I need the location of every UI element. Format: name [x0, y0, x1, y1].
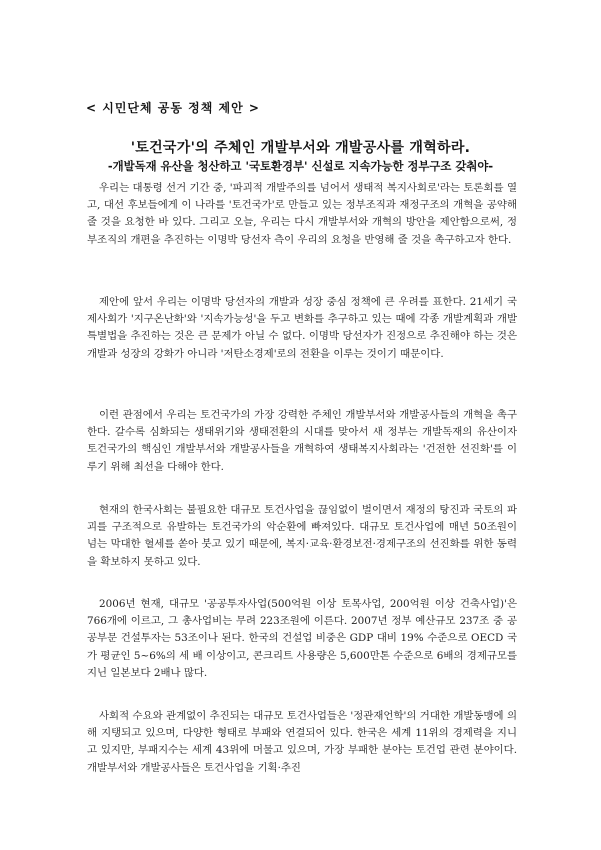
document-subtitle: -개발독재 유산을 청산하고 '국토환경부' 신설로 지속가능한 정부구조 갖춰야-	[107, 159, 494, 173]
paragraph-1: 우리는 대통령 선거 기간 중, '파괴적 개발주의를 넘어서 생태적 복지사회로'라는 토론회를 열고, 대선 후보들에게 이 나라를 '토건국가'로 만들고 있는 정부조직과 재정구조의 개혁을 공약해 줄 것을 요청한 바 있다. 그리고 오늘, 우리는 다시 개발부서와 개혁의 방안을 제안함으로써, 정부조직의 개편을 추진하는 이명박 당선자 측이 우리의 요청을 반영해 줄 것을 촉구하고자 한다.	[87, 182, 517, 246]
paragraph-5: 2006년 현재, 대규모 '공공투자사업(500억원 이상 토목사업, 200억원 이상 건축사업)'은 766개에 이르고, 그 총사업비는 무려 223조원에 이른다. 2007년 정부 예산규모 237조 중 공공부문 건설투자는 53조이나 된다. 한국의 건설업 비중은 GDP 대비 19% 수준으로 OECD 국가 평균인 5~6%의 세 배 이상이고, 콘크리트 사용량은 5,600만톤 수준으로 6배의 경제규모를 지닌 일본보다 2배나 많다.	[87, 598, 517, 679]
document-header: < 시민단체 공동 정책 제안 >	[86, 101, 260, 115]
paragraph-4: 현재의 한국사회는 불필요한 대규모 토건사업을 끊임없이 벌이면서 재정의 탕진과 국토의 파괴를 구조적으로 유발하는 토건국가의 악순환에 빠져있다. 대규모 토건사업에 매년 50조원이 넘는 막대한 혈세를 쏟아 붓고 있기 때문에, 복지·교육·환경보전·경제구조의 선진화를 위한 동력을 확보하지 못하고 있다.	[87, 504, 517, 568]
paragraph-2: 제안에 앞서 우리는 이명박 당선자의 개발과 성장 중심 정책에 큰 우려를 표한다. 21세기 국제사회가 '지구온난화'와 '지속가능성'을 두고 변화를 추구하고 있는 때에 각종 개발계획과 개발 특별법을 추진하는 것은 큰 문제가 아닐 수 없다. 이명박 당선자가 진정으로 추진해야 하는 것은 개발과 성장의 강화가 아니라 '저탄소경제'로의 전환을 이루는 것이기 때문이다.	[87, 296, 517, 360]
document-title: '토건국가'의 주체인 개발부서와 개발공사를 개혁하라.	[130, 140, 471, 156]
paragraph-3: 이런 관점에서 우리는 토건국가의 가장 강력한 주체인 개발부서와 개발공사들의 개혁을 촉구한다. 갈수록 심화되는 생태위기와 생태전환의 시대를 맞아서 새 정부는 개발독재의 유산이자 토건국가의 핵심인 개발부서와 개발공사들을 개혁하여 생태복지사회라는 '건전한 선진화'를 이루기 위해 최선을 다해야 한다.	[87, 409, 517, 473]
paragraph-6: 사회적 수요와 관계없이 추진되는 대규모 토건사업들은 '정관재언학'의 거대한 개발동맹에 의해 지탱되고 있으며, 다양한 형태로 부패와 연결되어 있다. 한국은 세계 11위의 경제력을 지니고 있지만, 부패지수는 세계 43위에 머물고 있으며, 가장 부패한 분야는 토건업 관련 분야이다. 개발부서와 개발공사들은 토건사업을 기획·추진	[87, 710, 517, 774]
